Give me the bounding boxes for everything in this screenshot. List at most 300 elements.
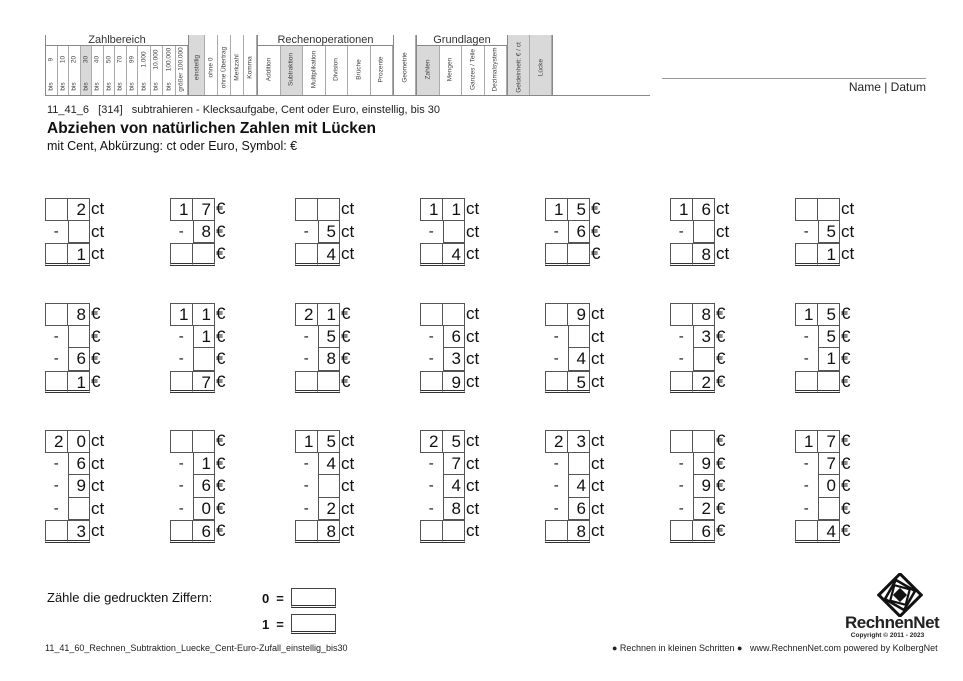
- tens-cell[interactable]: [795, 198, 818, 221]
- cent-unit: ct: [466, 521, 480, 540]
- subtrahend-row: [795, 475, 850, 498]
- subtrahend-row: [420, 326, 479, 349]
- euro-symbol: €: [841, 521, 851, 540]
- euro-symbol: €: [216, 221, 226, 241]
- column-label: Ganzes / Teile: [469, 48, 477, 91]
- cent-unit: ct: [466, 199, 480, 218]
- result-row: [45, 520, 104, 543]
- ones-cell: 4: [568, 348, 591, 371]
- footer-slogan: ● Rechnen in kleinen Schritten ●: [612, 643, 743, 653]
- cent-unit: ct: [341, 431, 355, 450]
- ones-cell: 4: [443, 243, 466, 266]
- euro-symbol: €: [216, 371, 226, 391]
- euro-symbol: €: [216, 199, 226, 218]
- ones-cell: 1: [443, 198, 466, 221]
- header-column: [127, 46, 139, 95]
- header-column: [462, 46, 485, 95]
- minus-sign: -: [678, 327, 684, 345]
- ones-cell: 5: [818, 303, 841, 326]
- ones-cell: 5: [318, 221, 341, 244]
- misc-columns: [188, 35, 257, 95]
- tens-cell[interactable]: [45, 198, 68, 221]
- minuend-row: [295, 198, 354, 221]
- minus-sign: -: [678, 222, 684, 240]
- cent-unit: ct: [341, 498, 355, 518]
- column-label: einstellig: [193, 54, 200, 81]
- tens-cell[interactable]: [170, 520, 193, 543]
- cent-unit: ct: [591, 476, 605, 495]
- ones-cell: 7: [193, 198, 216, 221]
- ones-cell[interactable]: [568, 326, 591, 349]
- ones-cell[interactable]: [693, 430, 716, 453]
- header-column: [281, 46, 304, 95]
- cent-unit: ct: [91, 453, 105, 473]
- tens-cell[interactable]: [670, 303, 693, 326]
- table-bottom-rule: [45, 95, 650, 96]
- spiral-square-logo-icon: [877, 573, 923, 617]
- header-column: [417, 46, 440, 95]
- tens-cell[interactable]: [170, 371, 193, 394]
- cent-unit: ct: [91, 221, 105, 241]
- column-label: ohne Übertrag: [220, 46, 228, 89]
- subtrahend-row: [170, 221, 225, 244]
- ones-cell[interactable]: [568, 243, 591, 266]
- ones-cell: 6: [693, 520, 716, 543]
- minus-sign: -: [178, 222, 184, 240]
- minus-sign: -: [553, 454, 559, 472]
- cent-unit: ct: [841, 199, 855, 218]
- column-label: Multiplikation: [310, 50, 318, 89]
- cent-unit: ct: [341, 521, 355, 540]
- column-prefix: bis: [105, 82, 113, 91]
- ones-cell[interactable]: [443, 221, 466, 244]
- tens-cell[interactable]: [545, 303, 568, 326]
- column-prefix: bis: [116, 82, 124, 91]
- grundlagen-group: [416, 35, 507, 95]
- count-input-1[interactable]: [291, 614, 336, 634]
- ones-cell: 1: [68, 243, 91, 266]
- subtraction-exercise: [170, 430, 225, 543]
- tens-cell[interactable]: [670, 371, 693, 394]
- ones-cell[interactable]: [68, 221, 91, 244]
- ones-cell: 8: [568, 520, 591, 543]
- column-value: 10: [59, 55, 67, 64]
- header-column: [218, 35, 231, 95]
- minus-sign: -: [303, 454, 309, 472]
- minus-sign: -: [678, 499, 684, 517]
- tens-cell: 2: [420, 430, 443, 453]
- ones-cell: 9: [568, 303, 591, 326]
- footer-website[interactable]: www.RechnenNet.com powered by KolbergNet: [750, 643, 938, 653]
- cent-unit: ct: [91, 431, 105, 450]
- ones-cell: 0: [68, 430, 91, 453]
- header-column: [138, 46, 151, 95]
- tens-cell[interactable]: [170, 243, 193, 266]
- subtraction-exercise: [670, 198, 729, 266]
- tens-cell[interactable]: [295, 371, 318, 394]
- cent-unit: ct: [591, 326, 605, 346]
- column-prefix: bis: [59, 82, 67, 91]
- header-column: [326, 46, 349, 95]
- tens-cell[interactable]: [420, 371, 443, 394]
- ones-cell: 1: [818, 243, 841, 266]
- subtrahend-row: [295, 326, 350, 349]
- subtrahend-row: [545, 326, 604, 349]
- euro-symbol: €: [216, 498, 226, 518]
- ones-cell[interactable]: [193, 348, 216, 371]
- minuend-row: [420, 198, 479, 221]
- ones-cell: 6: [68, 348, 91, 371]
- subtraction-exercise: [795, 303, 850, 393]
- subtraction-exercise: [670, 303, 725, 393]
- euro-symbol: €: [841, 453, 851, 473]
- result-row: [45, 371, 100, 394]
- tens-cell[interactable]: [795, 243, 818, 266]
- minus-sign: -: [428, 327, 434, 345]
- euro-symbol: €: [216, 304, 226, 323]
- count-row-0: [262, 588, 336, 608]
- subtraction-exercise: [45, 430, 104, 543]
- result-row: [170, 371, 225, 394]
- tens-cell[interactable]: [670, 520, 693, 543]
- ones-cell: 3: [693, 326, 716, 349]
- tens-cell[interactable]: [45, 520, 68, 543]
- result-row: [795, 243, 854, 266]
- subtraction-exercise: [795, 198, 854, 266]
- ones-cell[interactable]: [443, 303, 466, 326]
- subtrahend-row: [545, 348, 604, 371]
- minus-sign: -: [303, 499, 309, 517]
- header-column: [151, 46, 164, 95]
- tens-cell: 1: [170, 303, 193, 326]
- subtrahend-row: [170, 326, 225, 349]
- ones-cell[interactable]: [443, 520, 466, 543]
- header-column: [69, 46, 81, 95]
- subtraction-exercise: [295, 303, 350, 393]
- subtrahend-row: [45, 453, 104, 476]
- minus-sign: -: [428, 350, 434, 367]
- ones-cell: 6: [193, 475, 216, 498]
- euro-symbol: €: [841, 326, 851, 346]
- column-prefix: bis: [140, 82, 148, 91]
- cent-unit: ct: [591, 371, 605, 391]
- minuend-row: [45, 303, 100, 326]
- page-subtitle: mit Cent, Abkürzung: ct oder Euro, Symbol: €: [47, 139, 298, 153]
- minus-sign: -: [803, 477, 809, 494]
- ones-cell: 5: [443, 430, 466, 453]
- tens-cell: 1: [170, 198, 193, 221]
- column-value: 100.000: [165, 47, 173, 72]
- ones-cell: 2: [693, 498, 716, 521]
- minuend-row: [545, 303, 604, 326]
- minuend-row: [545, 198, 600, 221]
- ones-cell[interactable]: [68, 498, 91, 521]
- column-label: Komma: [246, 56, 254, 79]
- euro-symbol: €: [216, 476, 226, 495]
- subtrahend-row: [295, 453, 354, 476]
- ones-cell: 5: [318, 326, 341, 349]
- result-row: [170, 520, 225, 543]
- subtrahend-row: [170, 475, 225, 498]
- subtrahend-row: [670, 221, 729, 244]
- count-row-1: [262, 614, 336, 634]
- tens-cell: 1: [295, 430, 318, 453]
- tens-cell[interactable]: [295, 243, 318, 266]
- footer-filename: 11_41_60_Rechnen_Subtraktion_Luecke_Cent-Euro-Zufall_einstellig_bis30: [45, 643, 348, 653]
- ones-cell: 8: [443, 498, 466, 521]
- column-label: Geldeinheit: € / ct: [515, 42, 522, 93]
- result-row: [295, 371, 350, 394]
- tens-cell[interactable]: [295, 198, 318, 221]
- ones-cell[interactable]: [193, 430, 216, 453]
- ones-cell: 4: [443, 475, 466, 498]
- count-digit: 0: [262, 590, 270, 606]
- ones-cell: 6: [193, 520, 216, 543]
- cent-unit: ct: [716, 244, 730, 263]
- minus-sign: -: [803, 350, 809, 367]
- subtrahend-row: [45, 326, 100, 349]
- euro-symbol: €: [341, 371, 351, 391]
- equals-sign: =: [276, 616, 284, 632]
- rechenoperationen-title: Rechenoperationen: [258, 35, 393, 46]
- ones-cell: 1: [193, 453, 216, 476]
- minuend-row: [795, 430, 850, 453]
- euro-symbol: €: [591, 221, 601, 241]
- ones-cell: 5: [818, 221, 841, 244]
- column-label: Merkzahl: [233, 54, 241, 81]
- cent-unit: ct: [591, 349, 605, 368]
- column-value: 20: [70, 55, 78, 64]
- header-column: [440, 46, 463, 95]
- result-row: [295, 520, 354, 543]
- subtraction-exercise: [420, 303, 479, 393]
- subtraction-exercise: [170, 303, 225, 393]
- ones-cell: 0: [818, 475, 841, 498]
- minus-sign: -: [553, 350, 559, 367]
- header-column: [530, 35, 552, 95]
- ones-cell: 6: [568, 498, 591, 521]
- tens-cell: 2: [45, 430, 68, 453]
- ones-cell[interactable]: [318, 198, 341, 221]
- name-date-line[interactable]: [662, 78, 926, 79]
- minus-sign: -: [803, 454, 809, 472]
- header-column: [46, 46, 58, 95]
- minuend-row: [170, 303, 225, 326]
- minus-sign: -: [303, 327, 309, 345]
- result-row: [670, 243, 729, 266]
- ones-cell: 7: [193, 371, 216, 394]
- column-label: Prozente: [377, 56, 385, 83]
- euro-symbol: €: [716, 521, 726, 540]
- column-value: 1.000: [140, 51, 148, 68]
- minuend-row: [170, 198, 225, 221]
- ones-cell[interactable]: [693, 348, 716, 371]
- subtrahend-row: [170, 498, 225, 521]
- euro-symbol: €: [216, 326, 226, 346]
- tens-cell[interactable]: [295, 520, 318, 543]
- cent-unit: ct: [466, 371, 480, 391]
- minus-sign: -: [553, 327, 559, 345]
- column-prefix: bis: [165, 82, 173, 91]
- grundlagen-columns: [417, 46, 507, 95]
- ones-cell: 5: [318, 430, 341, 453]
- euro-symbol: €: [91, 304, 101, 323]
- subtraction-exercise: [545, 430, 604, 543]
- euro-symbol: €: [841, 431, 851, 450]
- tens-cell[interactable]: [545, 520, 568, 543]
- ones-cell: 4: [818, 520, 841, 543]
- subtrahend-row: [545, 475, 604, 498]
- ones-cell: 7: [443, 453, 466, 476]
- minuend-row: [795, 303, 850, 326]
- tens-cell[interactable]: [670, 243, 693, 266]
- cent-unit: ct: [91, 498, 105, 518]
- cent-unit: ct: [466, 244, 480, 263]
- euro-symbol: €: [841, 349, 851, 368]
- ones-cell: 1: [318, 303, 341, 326]
- euro-symbol: €: [716, 476, 726, 495]
- header-column: [58, 46, 70, 95]
- ones-cell[interactable]: [818, 498, 841, 521]
- subtrahend-row: [795, 326, 850, 349]
- zahlbereich-columns: [46, 46, 188, 95]
- euro-symbol: €: [216, 453, 226, 473]
- column-value: 99: [128, 55, 136, 64]
- ones-cell: 9: [443, 371, 466, 394]
- euro-symbol: €: [341, 349, 351, 368]
- tens-cell[interactable]: [45, 243, 68, 266]
- column-prefix: bis: [93, 82, 101, 91]
- tens-cell[interactable]: [795, 371, 818, 394]
- tens-cell[interactable]: [420, 520, 443, 543]
- ones-cell: 8: [693, 243, 716, 266]
- rechenoperationen-columns: [258, 46, 393, 95]
- subtraction-exercise: [295, 430, 354, 543]
- subtrahend-row: [45, 348, 100, 371]
- page-title: Abziehen von natürlichen Zahlen mit Lücken: [47, 120, 376, 137]
- cent-unit: ct: [466, 498, 480, 518]
- column-prefix: bis: [47, 82, 55, 91]
- column-value: 10.000: [152, 49, 160, 70]
- subtraction-exercise: [420, 430, 479, 543]
- minuend-row: [45, 430, 104, 453]
- tens-cell[interactable]: [545, 243, 568, 266]
- tens-cell[interactable]: [45, 303, 68, 326]
- subtrahend-row: [545, 498, 604, 521]
- header-column: [258, 46, 281, 95]
- ones-cell: 9: [693, 453, 716, 476]
- ones-cell: 8: [68, 303, 91, 326]
- ones-cell: 7: [818, 453, 841, 476]
- subtrahend-row: [295, 475, 354, 498]
- result-row: [420, 520, 479, 543]
- cent-unit: ct: [91, 199, 105, 218]
- header-column: [303, 46, 326, 95]
- tens-cell[interactable]: [170, 430, 193, 453]
- subtrahend-row: [420, 498, 479, 521]
- cent-unit: ct: [466, 221, 480, 241]
- result-row: [545, 520, 604, 543]
- cent-unit: ct: [91, 244, 105, 263]
- ones-cell: 1: [193, 326, 216, 349]
- ones-cell: 8: [318, 348, 341, 371]
- euro-symbol: €: [591, 244, 601, 263]
- euro-symbol: €: [216, 349, 226, 368]
- ones-cell: 3: [568, 430, 591, 453]
- ones-cell[interactable]: [318, 475, 341, 498]
- subtrahend-row: [670, 348, 725, 371]
- logo-copyright: Copyright © 2011 - 2023: [850, 632, 925, 639]
- header-column: [231, 35, 244, 95]
- name-date-label: Name | Datum: [848, 80, 926, 94]
- column-value: 30: [82, 55, 90, 64]
- worksheet-meta: 11_41_6 [314] subtrahieren - Klecksaufgabe, Cent oder Euro, einstellig, bis 30: [47, 104, 440, 116]
- ones-cell: 2: [693, 371, 716, 394]
- column-label: Geometrie: [401, 52, 408, 83]
- minuend-row: [670, 198, 729, 221]
- subtraction-exercise: [545, 303, 604, 393]
- header-column: [163, 46, 176, 95]
- subtraction-exercise: [795, 430, 850, 543]
- result-row: [295, 243, 354, 266]
- minus-sign: -: [678, 350, 684, 367]
- column-value: größer 100.000: [177, 47, 185, 92]
- tens-cell[interactable]: [670, 430, 693, 453]
- tens-cell[interactable]: [420, 243, 443, 266]
- cent-unit: ct: [591, 304, 605, 323]
- minus-sign: -: [428, 499, 434, 517]
- ones-cell[interactable]: [818, 371, 841, 394]
- subtrahend-row: [420, 475, 479, 498]
- geometrie-column: [393, 35, 416, 95]
- count-label: Zähle die gedruckten Ziffern:: [47, 590, 213, 605]
- euro-symbol: €: [716, 431, 726, 450]
- subtraction-exercise: [295, 198, 354, 266]
- equals-sign: =: [276, 590, 284, 606]
- ones-cell[interactable]: [693, 221, 716, 244]
- logo-wordmark: RechnenNet: [845, 613, 940, 632]
- column-label: Lücke: [537, 58, 544, 77]
- cent-unit: ct: [91, 521, 105, 540]
- ones-cell[interactable]: [318, 371, 341, 394]
- result-row: [170, 243, 225, 266]
- tens-cell[interactable]: [45, 371, 68, 394]
- tens-cell: 1: [670, 198, 693, 221]
- ones-cell[interactable]: [193, 243, 216, 266]
- tens-cell[interactable]: [795, 520, 818, 543]
- zahlbereich-group: [45, 35, 188, 95]
- tens-cell: 1: [545, 198, 568, 221]
- euro-symbol: €: [716, 498, 726, 518]
- ones-cell[interactable]: [818, 198, 841, 221]
- column-prefix: bis: [70, 82, 78, 91]
- ones-cell: 4: [318, 453, 341, 476]
- minuend-row: [420, 303, 479, 326]
- tens-cell[interactable]: [420, 303, 443, 326]
- ones-cell[interactable]: [568, 453, 591, 476]
- tens-cell[interactable]: [545, 371, 568, 394]
- minus-sign: -: [178, 499, 184, 517]
- minuend-row: [670, 430, 725, 453]
- ones-cell: 1: [193, 303, 216, 326]
- subtrahend-row: [295, 221, 354, 244]
- ones-cell: 3: [68, 520, 91, 543]
- count-input-0[interactable]: [291, 588, 336, 608]
- subtrahend-row: [670, 475, 725, 498]
- ones-cell[interactable]: [68, 326, 91, 349]
- cent-unit: ct: [591, 453, 605, 473]
- ones-cell: 6: [68, 453, 91, 476]
